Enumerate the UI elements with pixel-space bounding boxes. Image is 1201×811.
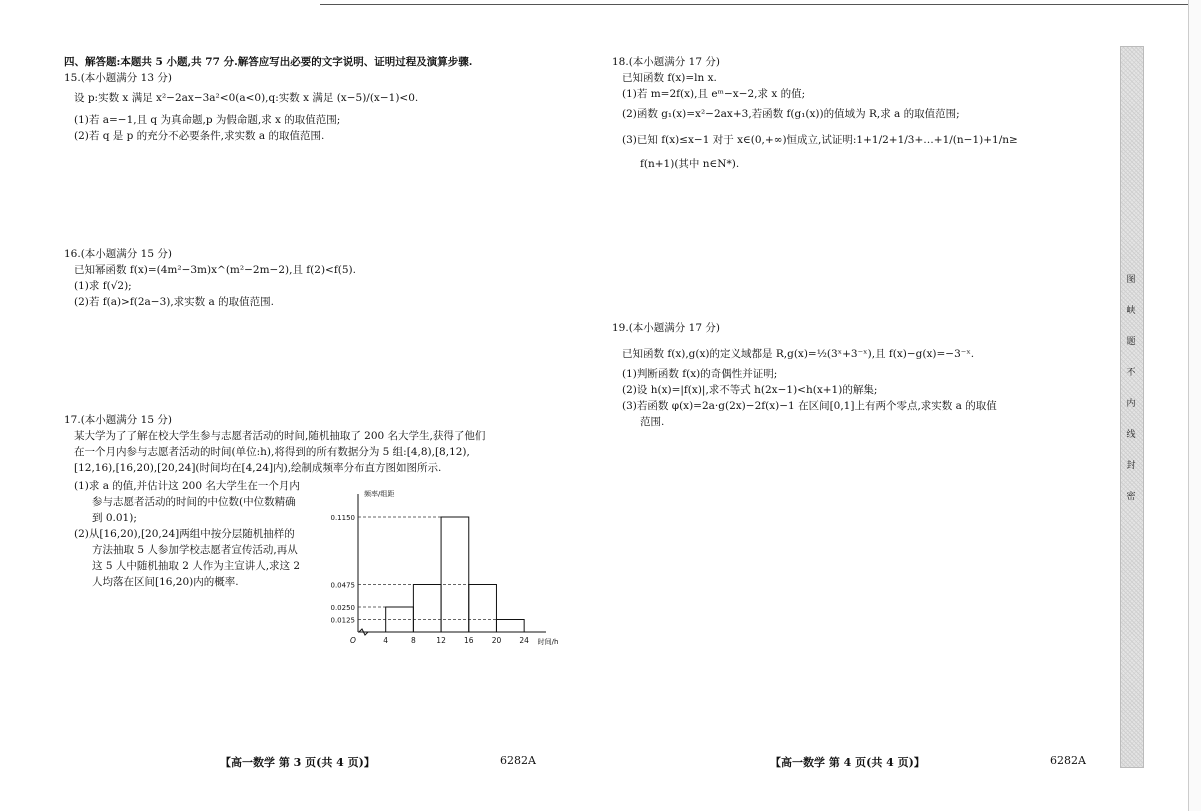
- frequency-histogram: [322, 484, 559, 646]
- binding-char: 内: [1126, 399, 1136, 409]
- q17-stem-line2: 在一个月内参与志愿者活动的时间(单位:h),将得到的所有数据分为 5 组:[4,8),[8,12),: [74, 446, 470, 458]
- q16-stem: 已知幂函数 f(x)=(4m²−3m)x^(m²−2m−2),且 f(2)<f(5).: [74, 264, 356, 276]
- q17-part1-line3: 到 0.01);: [92, 512, 137, 524]
- q18-part3: (3)已知 f(x)≤x−1 对于 x∈(0,+∞)恒成立,试证明:1+1/2+1/3+…+1/(n−1)+1/n≥: [622, 134, 1018, 146]
- q18-part1: (1)若 m=2f(x),且 eᵐ−x−2,求 x 的值;: [622, 88, 806, 100]
- origin-label: O: [350, 636, 356, 645]
- q19-part2: (2)设 h(x)=|f(x)|,求不等式 h(2x−1)<h(x+1)的解集;: [622, 384, 878, 396]
- binding-char: 封: [1126, 461, 1136, 471]
- q16-block: [64, 246, 356, 310]
- x-tick-label: 24: [519, 636, 529, 645]
- binding-char: 图: [1126, 275, 1136, 285]
- q17-part2-line4: 人均落在区间[16,20)内的概率.: [92, 576, 239, 588]
- footer-page-3: 【高一数学 第 3 页(共 4 页)】: [220, 756, 375, 769]
- x-axis-label: 时间/h: [537, 638, 559, 646]
- q17-part2-line3: 这 5 人中随机抽取 2 人作为主宣讲人,求这 2: [92, 560, 301, 572]
- section-title: 四、解答题:本题共 5 小题,共 77 分.解答应写出必要的文字说明、证明过程及演算步骤.: [64, 56, 473, 68]
- binding-char: 线: [1126, 430, 1136, 440]
- paper-code-right: 6282A: [1050, 754, 1086, 767]
- page-3-content: [64, 54, 544, 144]
- q16-part2: (2)若 f(a)>f(2a−3),求实数 a 的取值范围.: [74, 296, 274, 308]
- y-tick-label: 0.1150: [330, 514, 355, 522]
- histogram-bar: [469, 585, 497, 633]
- y-tick-label: 0.0125: [330, 616, 355, 625]
- q15-heading: 15.(本小题满分 13 分): [64, 72, 172, 84]
- x-tick-label: 16: [463, 636, 474, 645]
- y-axis-label: 频率/组距: [364, 490, 395, 498]
- x-tick-label: 20: [491, 636, 502, 645]
- q18-part3-cont: f(n+1)(其中 n∈N*).: [640, 158, 740, 170]
- histogram-bar: [441, 517, 469, 632]
- footer-page-4: 【高一数学 第 4 页(共 4 页)】: [770, 756, 925, 769]
- q15-part1: (1)若 a=−1,且 q 为真命题,p 为假命题,求 x 的取值范围;: [74, 114, 341, 126]
- binding-char: 峡: [1126, 306, 1136, 316]
- q18-stem: 已知函数 f(x)=ln x.: [622, 72, 717, 84]
- q19-part3: (3)若函数 φ(x)=2a·g(2x)−2f(x)−1 在区间[0,1]上有两个零点,求实数 a 的取值: [622, 400, 997, 412]
- q19-stem: 已知函数 f(x),g(x)的定义域都是 R,g(x)=½(3ˣ+3⁻ˣ),且 f(x)−g(x)=−3⁻ˣ.: [622, 348, 975, 360]
- sheet-edge: [1188, 0, 1201, 811]
- top-rule: [320, 4, 1190, 5]
- q17-stem-line3: [12,16),[16,20),[20,24](时间均在[4,24]内),绘制成频率分布直方图如图所示.: [74, 462, 442, 474]
- q15-stem: 设 p:实数 x 满足 x²−2ax−3a²<0(a<0),q:实数 x 满足 (x−5)/(x−1)<0.: [74, 92, 419, 104]
- q19-block: [612, 320, 997, 430]
- binding-char: 密: [1126, 492, 1136, 502]
- q17-part1-line2: 参与志愿者活动的时间的中位数(中位数精确: [92, 496, 296, 508]
- q17-stem-line1: 某大学为了了解在校大学生参与志愿者活动的时间,随机抽取了 200 名大学生,获得了他们: [74, 430, 486, 442]
- q17-part1-line1: (1)求 a 的值,并估计这 200 名大学生在一个月内: [74, 480, 300, 492]
- binding-char: 题: [1126, 337, 1136, 347]
- q16-heading: 16.(本小题满分 15 分): [64, 248, 172, 260]
- paper-code-left: 6282A: [500, 754, 536, 767]
- q17-heading: 17.(本小题满分 15 分): [64, 414, 172, 426]
- q17-part2-line1: (2)从[16,20),[20,24]两组中按分层随机抽样的: [74, 528, 295, 540]
- q15-part2: (2)若 q 是 p 的充分不必要条件,求实数 a 的取值范围.: [74, 130, 325, 142]
- histogram-bar: [413, 585, 441, 633]
- q17-part2-line2: 方法抽取 5 人参加学校志愿者宣传活动,再从: [92, 544, 298, 556]
- binding-notice: [1124, 276, 1138, 524]
- q18-block: [612, 54, 1092, 172]
- q19-part1: (1)判断函数 f(x)的奇偶性并证明;: [622, 368, 778, 380]
- x-tick-label: 8: [410, 636, 416, 645]
- q19-part3-cont: 范围.: [640, 416, 665, 428]
- x-tick-label: 12: [436, 636, 446, 645]
- histogram-bar: [496, 620, 524, 633]
- y-tick-label: 0.0250: [330, 604, 355, 612]
- q18-heading: 18.(本小题满分 17 分): [612, 56, 720, 68]
- y-tick-label: 0.0475: [330, 581, 355, 590]
- q18-part2: (2)函数 g₁(x)=x²−2ax+3,若函数 f(g₁(x))的值域为 R,求 a 的取值范围;: [622, 108, 960, 120]
- binding-char: 不: [1126, 368, 1136, 378]
- q16-part1: (1)求 f(√2);: [74, 280, 132, 292]
- x-tick-label: 4: [383, 636, 389, 645]
- q19-heading: 19.(本小题满分 17 分): [612, 322, 720, 334]
